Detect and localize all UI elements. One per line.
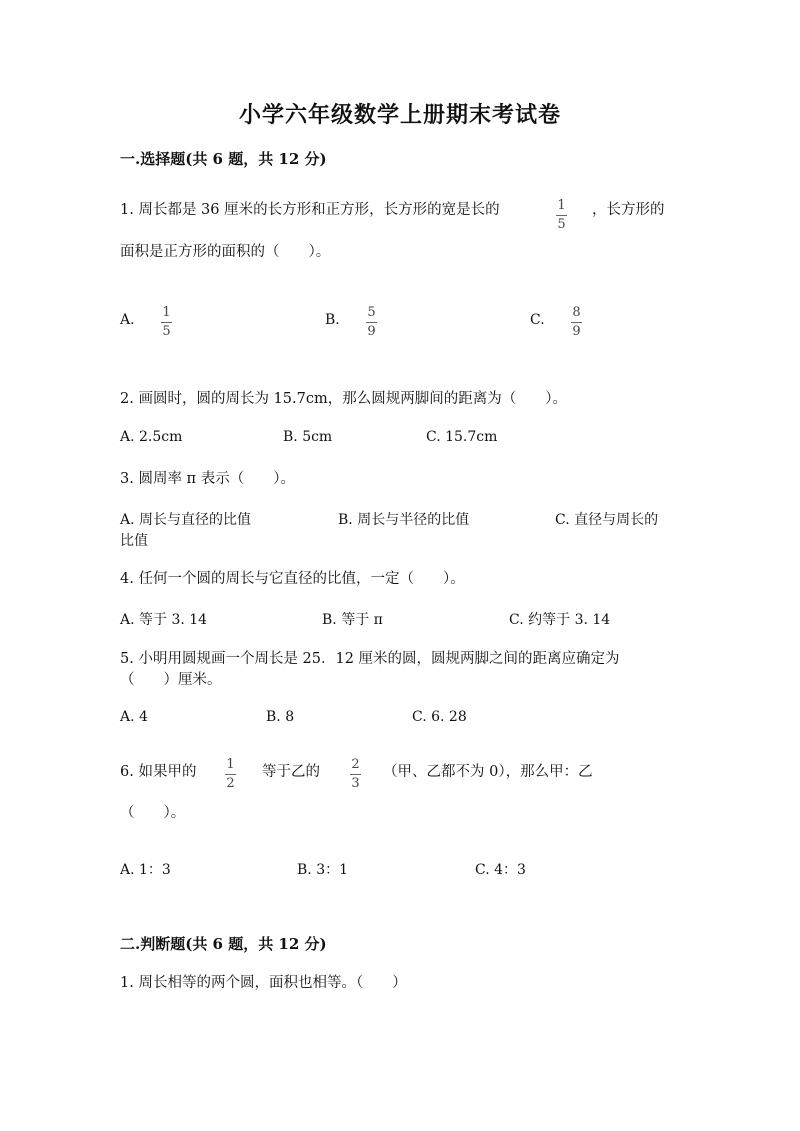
question-text: 等于乙的 [262,764,320,780]
section-heading: 二.判断题(共 6 题，共 12 分) [120,935,327,953]
option-a[interactable]: A. 2.5cm [120,429,183,445]
option-c[interactable]: C. [530,312,545,328]
judgment-question-1: 1. 周长相等的两个圆，面积也相等。（ ） [120,975,407,991]
option-b[interactable]: B. 周长与半径的比值 [338,512,470,528]
question-text: （ ）。 [120,805,186,821]
question-text: 3. 圆周率 π 表示（ ）。 [120,471,295,487]
fraction-denominator: 2 [226,776,235,791]
fraction-denominator: 9 [367,324,376,339]
option-b[interactable]: B. [325,312,340,328]
option-b[interactable]: B. 等于 π [322,612,383,628]
fraction-numerator: 1 [162,305,171,320]
fraction-denominator: 5 [557,217,566,232]
question-text: 5. 小明用圆规画一个周长是 25．12 厘米的圆，圆规两脚之间的距离应确定为 [120,651,620,667]
fraction-bar [366,322,377,323]
option-c-wrap: 比值 [120,533,148,549]
option-a[interactable]: A. 周长与直径的比值 [120,512,252,528]
fraction-numerator: 8 [572,305,581,320]
fraction [556,199,567,232]
option-c[interactable]: C. 4：3 [475,862,526,878]
fraction-denominator: 9 [572,324,581,339]
fraction-denominator: 5 [162,324,171,339]
option-a[interactable]: A. 1：3 [120,862,171,878]
fraction-bar [556,215,567,216]
fraction [225,758,236,791]
option-b[interactable]: B. 3：1 [297,862,349,878]
fraction-denominator: 3 [351,776,360,791]
question-text: 面积是正方形的面积的（ ）。 [120,244,331,260]
page-title: 小学六年级数学上册期末考试卷 [238,102,561,128]
fraction [571,306,582,339]
option-a[interactable]: A. 等于 3. 14 [120,612,208,628]
fraction-bar [225,774,236,775]
fraction-numerator: 5 [367,305,376,320]
question-text: 6. 如果甲的 [120,764,197,780]
question-text: （ ）厘米。 [120,672,222,688]
question-text: ，长方形的 [592,202,665,218]
option-c[interactable]: C. 直径与周长的 [555,512,659,528]
section-heading: 一.选择题(共 6 题，共 12 分) [120,150,327,168]
question-text: （甲、乙都不为 0），那么甲：乙 [383,764,593,780]
fraction-numerator: 1 [557,198,566,213]
fraction-bar [571,322,582,323]
fraction [366,306,377,339]
option-b[interactable]: B. 8 [266,709,295,725]
fraction [350,758,361,791]
fraction-numerator: 2 [351,757,360,772]
option-a[interactable]: A. 4 [120,709,148,725]
question-text: 4. 任何一个圆的周长与它直径的比值，一定（ ）。 [120,571,465,587]
option-c[interactable]: C. 15.7cm [426,429,498,445]
option-c[interactable]: C. 约等于 3. 14 [509,612,611,628]
question-text: 2. 画圆时，圆的周长为 15.7cm，那么圆规两脚间的距离为（ ）。 [120,391,567,407]
fraction [161,306,172,339]
option-c[interactable]: C. 6. 28 [412,709,467,725]
option-b[interactable]: B. 5cm [283,429,333,445]
question-text: 1. 周长都是 36 厘米的长方形和正方形，长方形的宽是长的 [120,202,500,218]
fraction-bar [161,322,172,323]
option-a[interactable]: A. [120,312,135,328]
fraction-numerator: 1 [226,757,235,772]
fraction-bar [350,774,361,775]
